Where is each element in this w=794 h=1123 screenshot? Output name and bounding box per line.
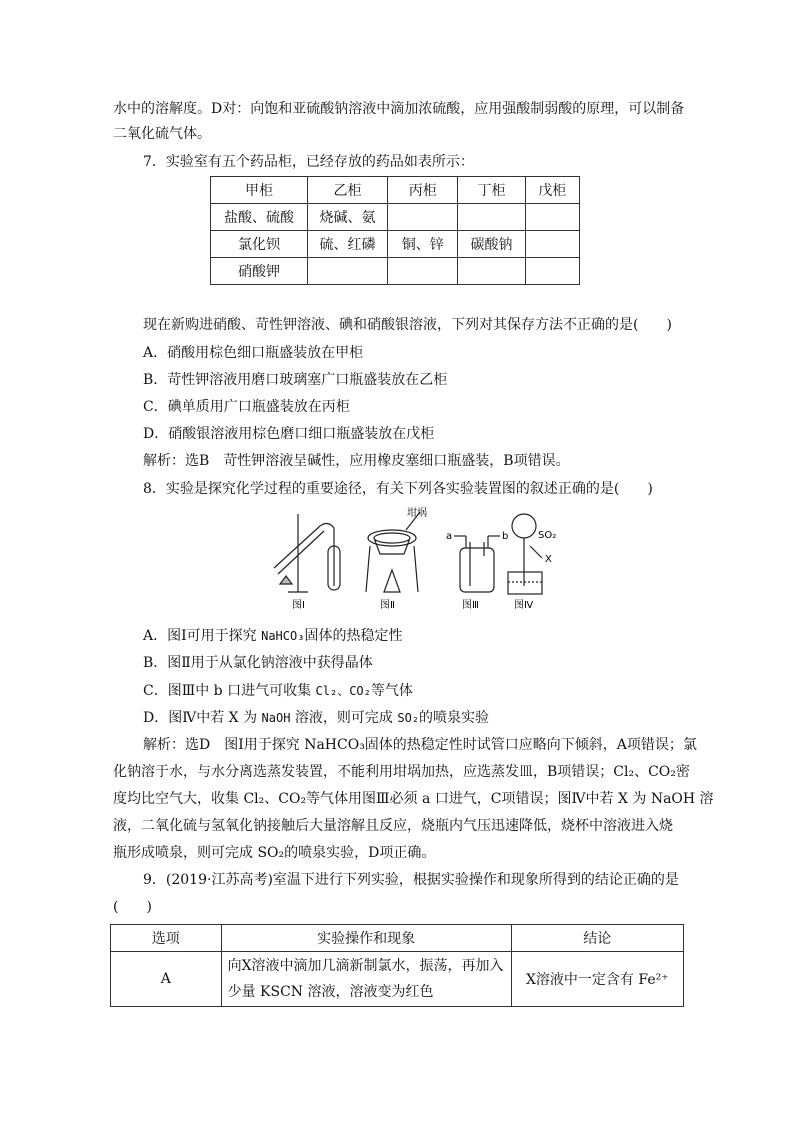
table-header: 戊柜	[525, 177, 579, 204]
table-cell	[525, 231, 579, 258]
table-header: 丙柜	[388, 177, 458, 204]
table-cell: A	[111, 952, 222, 1007]
text-line: 二氧化硫气体。	[113, 126, 211, 142]
answer-analysis-8: 瓶形成喷泉，则可完成 SO₂的喷泉实验，D项正确。	[113, 845, 436, 861]
option-a	[143, 626, 402, 646]
table-cell	[388, 258, 458, 285]
crucible-label: 坩埚	[407, 508, 427, 519]
table-cell-line: 向X溶液中滴加几滴新制氯水，振荡，再加入	[227, 958, 504, 974]
text-line: 水中的溶解度。D对：向饱和亚硫酸钠溶液中滴加浓硫酸，应用强酸制弱酸的原理，可以制备	[113, 101, 685, 117]
apparatus-figure	[262, 506, 562, 616]
table-cell: 铜、锌	[388, 231, 458, 258]
question-9-blank: ( )	[113, 899, 152, 915]
table-cell	[458, 258, 525, 285]
formula: NaOH	[261, 711, 291, 725]
x-label: X	[545, 554, 552, 565]
option-b: B．苛性钾溶液用磨口玻璃塞广口瓶盛装放在乙柜	[143, 372, 448, 388]
option-text: D．图Ⅳ中若 X 为	[143, 710, 262, 726]
question-7-stem: 现在新购进硝酸、苛性钾溶液、碘和硝酸银溶液，下列对其保存方法不正确的是( )	[143, 317, 672, 333]
option-text: 溶液，则可完成	[290, 710, 398, 726]
table-row	[111, 952, 684, 1007]
option-b: B．图Ⅱ用于从氯化钠溶液中获得晶体	[143, 655, 373, 671]
answer-analysis-8: 液，二氧化硫与氢氧化钠接触后大量溶解且反应，烧瓶内气压迅速降低，烧杯中溶液进入烧	[113, 818, 673, 834]
option-text: 的喷泉实验	[419, 710, 490, 726]
table-header-row	[111, 925, 684, 952]
figure-caption-1: 图Ⅰ	[292, 600, 305, 611]
formula: NaHCO₃	[261, 629, 305, 643]
option-c: C．碘单质用广口瓶盛装放在丙柜	[143, 399, 350, 415]
table-cell	[525, 204, 579, 231]
table-cell: 氯化钡	[211, 231, 308, 258]
answer-analysis-8: 化钠溶于水，与水分离选蒸发装置，不能利用坩埚加热，应选蒸发皿，B项错误；Cl₂、CO₂密	[113, 764, 690, 780]
option-text: A．图Ⅰ可用于探究	[143, 628, 262, 644]
question-8: 8．实验是探究化学过程的重要途径，有关下列各实验装置图的叙述正确的是( )	[143, 481, 653, 497]
port-a-label: a	[446, 531, 453, 542]
table-cell	[388, 204, 458, 231]
formula: SO₂	[397, 711, 420, 725]
answer-analysis-8: 解析：选D 图Ⅰ用于探究 NaHCO₃固体的热稳定性时试管口应略向下倾斜，A项错误；氯	[143, 737, 697, 753]
table-row	[211, 258, 580, 285]
table-cell: 硝酸钾	[211, 258, 308, 285]
formula: Cl₂、CO₂	[315, 684, 371, 698]
question-9: 9．(2019·江苏高考)室温下进行下列实验，根据实验操作和现象所得到的结论正确的是	[143, 872, 679, 888]
figure-caption-3: 图Ⅲ	[462, 600, 479, 611]
option-c	[143, 681, 413, 701]
table-cell	[221, 952, 511, 1007]
option-text: 等气体	[370, 683, 413, 699]
table-header: 乙柜	[307, 177, 387, 204]
table-row	[211, 231, 580, 258]
apparatus-diagram	[262, 506, 562, 616]
option-d: D．硝酸银溶液用棕色磨口细口瓶盛装放在戊柜	[143, 426, 435, 442]
table-cell: 碳酸钠	[458, 231, 525, 258]
table-cell	[458, 204, 525, 231]
answer-analysis-8: 度均比空气大，收集 Cl₂、CO₂等气体用图Ⅲ必须 a 口进气，C项错误；图Ⅳ中若 X 为 NaOH 溶	[113, 791, 714, 807]
table-cell	[307, 258, 387, 285]
experiment-table	[110, 924, 684, 1007]
table-header: 实验操作和现象	[221, 925, 511, 952]
figure-caption-4: 图Ⅳ	[514, 600, 534, 611]
table-header: 丁柜	[458, 177, 525, 204]
table-header: 甲柜	[211, 177, 308, 204]
table-cell	[525, 258, 579, 285]
option-a: A．硝酸用棕色细口瓶盛装放在甲柜	[143, 345, 364, 361]
option-text: 固体的热稳定性	[304, 628, 403, 644]
table-cell: 硫、红磷	[307, 231, 387, 258]
so2-label: SO₂	[538, 530, 557, 541]
cabinet-table	[210, 176, 580, 285]
table-header-row	[211, 177, 580, 204]
answer-analysis-7: 解析：选B 苛性钾溶液呈碱性，应用橡皮塞细口瓶盛装，B项错误。	[143, 453, 570, 469]
table-cell: 盐酸、硫酸	[211, 204, 308, 231]
option-d	[143, 708, 489, 728]
table-cell: 烧碱、氨	[307, 204, 387, 231]
table-row	[211, 204, 580, 231]
table-header: 结论	[511, 925, 683, 952]
option-text: C．图Ⅲ中 b 口进气可收集	[143, 683, 316, 699]
question-7: 7．实验室有五个药品柜，已经存放的药品如表所示：	[143, 154, 474, 170]
table-header: 选项	[111, 925, 222, 952]
figure-caption-2: 图Ⅱ	[380, 600, 395, 611]
port-b-label: b	[502, 531, 509, 542]
table-cell: X溶液中一定含有 Fe²⁺	[511, 952, 683, 1007]
table-cell-line: 少量 KSCN 溶液，溶液变为红色	[227, 984, 434, 1000]
